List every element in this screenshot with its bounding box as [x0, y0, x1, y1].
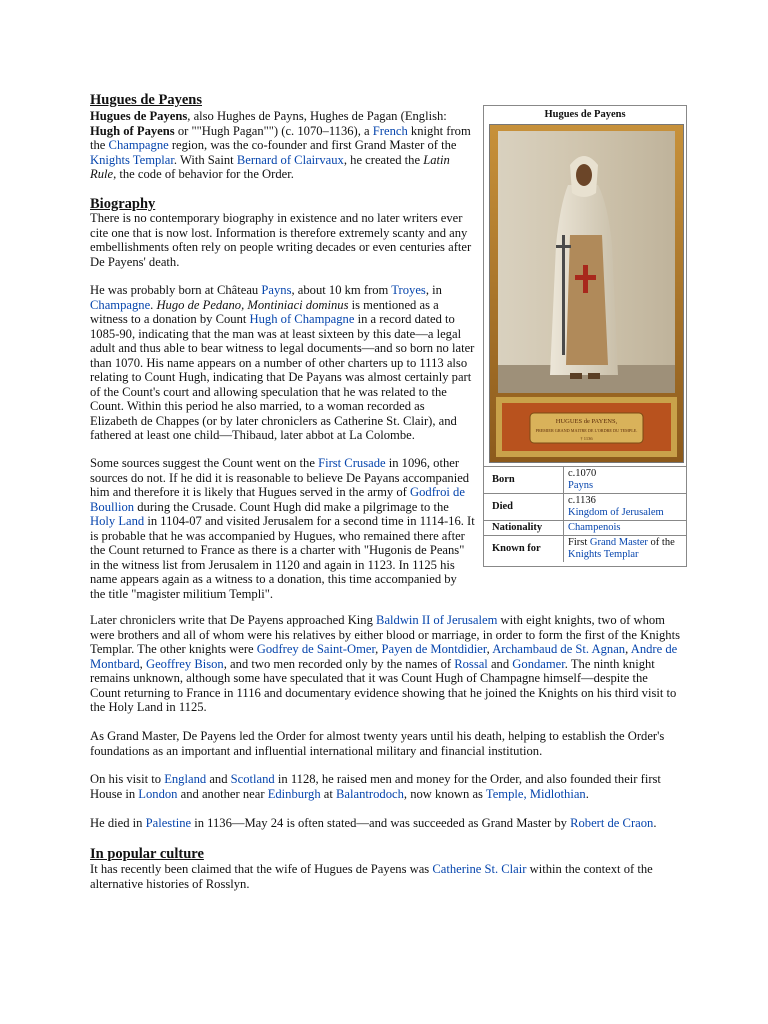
infobox	[483, 105, 687, 567]
portrait-image[interactable]	[489, 124, 684, 463]
link-payen-de-montdidier[interactable]: Payen de Montdidier	[381, 642, 487, 656]
link-england[interactable]: England	[164, 772, 207, 786]
link-payns[interactable]: Payns	[261, 283, 292, 297]
infobox-row-nationality: Nationality Champenois	[484, 521, 686, 536]
portrait-painting	[490, 125, 683, 462]
biography-paragraph-6: On his visit to England and Scotland in 1128, he raised men and money for the Order, and also founded their first House in London and another near Edinburgh at Balantrodoch, now known as Temple, Midlothian.	[90, 772, 661, 801]
popular-culture-paragraph: It has recently been claimed that the wife of Hugues de Payens was Catherine St. Clair within the context of the alternative histories of Rosslyn.	[90, 862, 653, 891]
link-champenois[interactable]: Champenois	[568, 522, 621, 533]
link-first-crusade[interactable]: First Crusade	[318, 456, 386, 470]
link-temple-midlothian[interactable]: Temple, Midlothian	[485, 786, 586, 801]
link-champagne-2[interactable]: Champagne	[90, 297, 151, 312]
link-balantrodoch[interactable]: Balantrodoch	[336, 786, 404, 801]
link-champagne[interactable]: Champagne	[108, 138, 169, 152]
link-gondamer[interactable]: Gondamer	[512, 656, 565, 671]
infobox-row-died: Died c.1136 Kingdom of Jerusalem	[484, 494, 686, 521]
link-catherine-st-clair[interactable]: Catherine St. Clair	[432, 862, 527, 876]
link-robert-de-craon[interactable]: Robert de Craon	[570, 816, 654, 830]
biography-paragraph-3: Some sources suggest the Count went on the First Crusade in 1096, other sources do not. If he did it is reasonable to believe De Payans accompanied him and therefore it is likely that Hugues served in the army of Godfroi de Boullion during the Crusade. Count Hugh did make a pilgrimage to the Holy Land in 1104-07 and visited Jerusalem for a second time in 1114-16. It is probable that he was accompanied by Hugues, who remained there after the Count returned to France as there is a charter with "Hugonis de Peans" in the witness list from Jerusalem in 1120 and again in 1123. In 1125 his name appears again as a witness to a donation, this time accompanied by the title "magister militium Templi".	[90, 456, 475, 601]
biography-paragraph-4: Later chroniclers write that De Payens approached King Baldwin II of Jerusalem with eight knights, two of whom were brothers and all of whom were his relatives by either blood or marriage, in order to form the first of the Knights Templar. The other knights were Godfrey de Saint-Omer, Payen de Montdidier, Archambaud de St. Agnan, Andre de Montbard, Geoffrey Bison, and two men recorded only by the names of Rossal and Gondamer. The ninth knight remains unknown, although some have speculated that it was Count Hugh of Champagne himself—despite the Count returning to France in 1116 and documentary evidence showing that he joined the Knights on his third visit to the Holy Land in 1125.	[90, 613, 680, 714]
link-andre-de-montbard[interactable]: Andre de Montbard	[90, 642, 678, 671]
biography-paragraph-7: He died in Palestine in 1136—May 24 is often stated—and was succeeded as Grand Master by Robert de Craon.	[90, 816, 657, 830]
link-grand-master[interactable]: Grand Master	[589, 537, 648, 548]
plaque-text-3: † 1136	[580, 436, 593, 441]
link-kingdom-of-jerusalem[interactable]: Kingdom of Jerusalem	[568, 507, 664, 518]
biography-paragraph-1: There is no contemporary biography in existence and no later writers ever cite one that is now lost. Information is therefore extremely scanty and any embellishments often rely on people writing decades or even centuries after De Payens' death.	[90, 211, 472, 269]
subject-name: Hugues de Payens	[90, 109, 188, 123]
link-scotland[interactable]: Scotland	[230, 772, 275, 786]
link-geoffrey-bison[interactable]: Geoffrey Bison	[145, 656, 224, 671]
intro-paragraph: Hugues de Payens, also Hughes de Payns, Hughes de Pagan (English: Hugh of Payens or ""Hugh Pagan"") (c. 1070–1136), a French knight from the Champagne region, was the co-founder and first Grand Master of the Knights Templar. With Saint Bernard of Clairvaux, he created the Latin Rule, the code of behavior for the Order.	[90, 109, 471, 181]
biography-paragraph-2: He was probably born at Château Payns, about 10 km from Troyes, in Champagne. Hugo de Pedano, Montiniaci dominus is mentioned as a witness to a donation by Count Hugh of Champagne in a record dated to 1085-90, indicating that the man was at least sixteen by this date—a legal adult and thus able to bear witness to legal documents—and so born no later than 1070. His name appears on a number of other charters up to 1113 also relating to Count Hugh, indicating that De Payans was almost certainly part of the Count's court and allowing speculation that he was related to the Count. Within this period he also married, to a woman recorded as Elizabeth de Chappes (or by later chroniclers as Catherine St. Clair), and fathered at least one child—Thibaud, later abbot at La Colombe.	[90, 283, 475, 442]
plaque-text-1: HUGUES de PAYENS,	[555, 418, 618, 425]
link-knights-templar[interactable]: Knights Templar	[90, 152, 174, 167]
link-knights-templar-infobox[interactable]: Knights Templar	[568, 549, 639, 560]
page-title: Hugues de Payens	[90, 92, 202, 108]
link-payns-infobox[interactable]: Payns	[568, 480, 594, 491]
link-baldwin-ii[interactable]: Baldwin II of Jerusalem	[376, 613, 498, 627]
link-archambaud[interactable]: Archambaud de St. Agnan	[492, 642, 626, 656]
link-palestine[interactable]: Palestine	[145, 816, 192, 830]
link-holy-land[interactable]: Holy Land	[90, 514, 145, 528]
biography-paragraph-5: As Grand Master, De Payens led the Order for almost twenty years until his death, helping to establish the Order's foundations as an important and influential international military and financial institution.	[90, 729, 665, 758]
link-edinburgh[interactable]: Edinburgh	[267, 786, 321, 801]
link-bernard-of-clairvaux[interactable]: Bernard of Clairvaux	[236, 152, 344, 167]
infobox-title: Hugues de Payens	[544, 109, 626, 120]
link-godfroi-de-boullion[interactable]: Godfroi de Boullion	[90, 485, 465, 514]
infobox-row-known-for: Known for First Grand Master of the Knights Templar	[484, 536, 686, 563]
section-heading-biography: Biography	[90, 196, 156, 212]
infobox-table	[484, 466, 686, 562]
link-london[interactable]: London	[138, 786, 178, 801]
link-troyes[interactable]: Troyes	[391, 283, 426, 297]
link-godfrey-de-saint-omer[interactable]: Godfrey de Saint-Omer	[256, 642, 376, 656]
link-hugh-of-champagne[interactable]: Hugh of Champagne	[249, 312, 355, 326]
plaque-text-2: PREMIER GRAND MAITRE DE L'ORDRE DU TEMPLE.	[535, 428, 638, 433]
infobox-row-born: Born c.1070 Payns	[484, 467, 686, 494]
link-rossal[interactable]: Rossal	[454, 656, 488, 671]
section-heading-popular-culture: In popular culture	[90, 846, 204, 862]
link-french[interactable]: French	[372, 123, 408, 138]
